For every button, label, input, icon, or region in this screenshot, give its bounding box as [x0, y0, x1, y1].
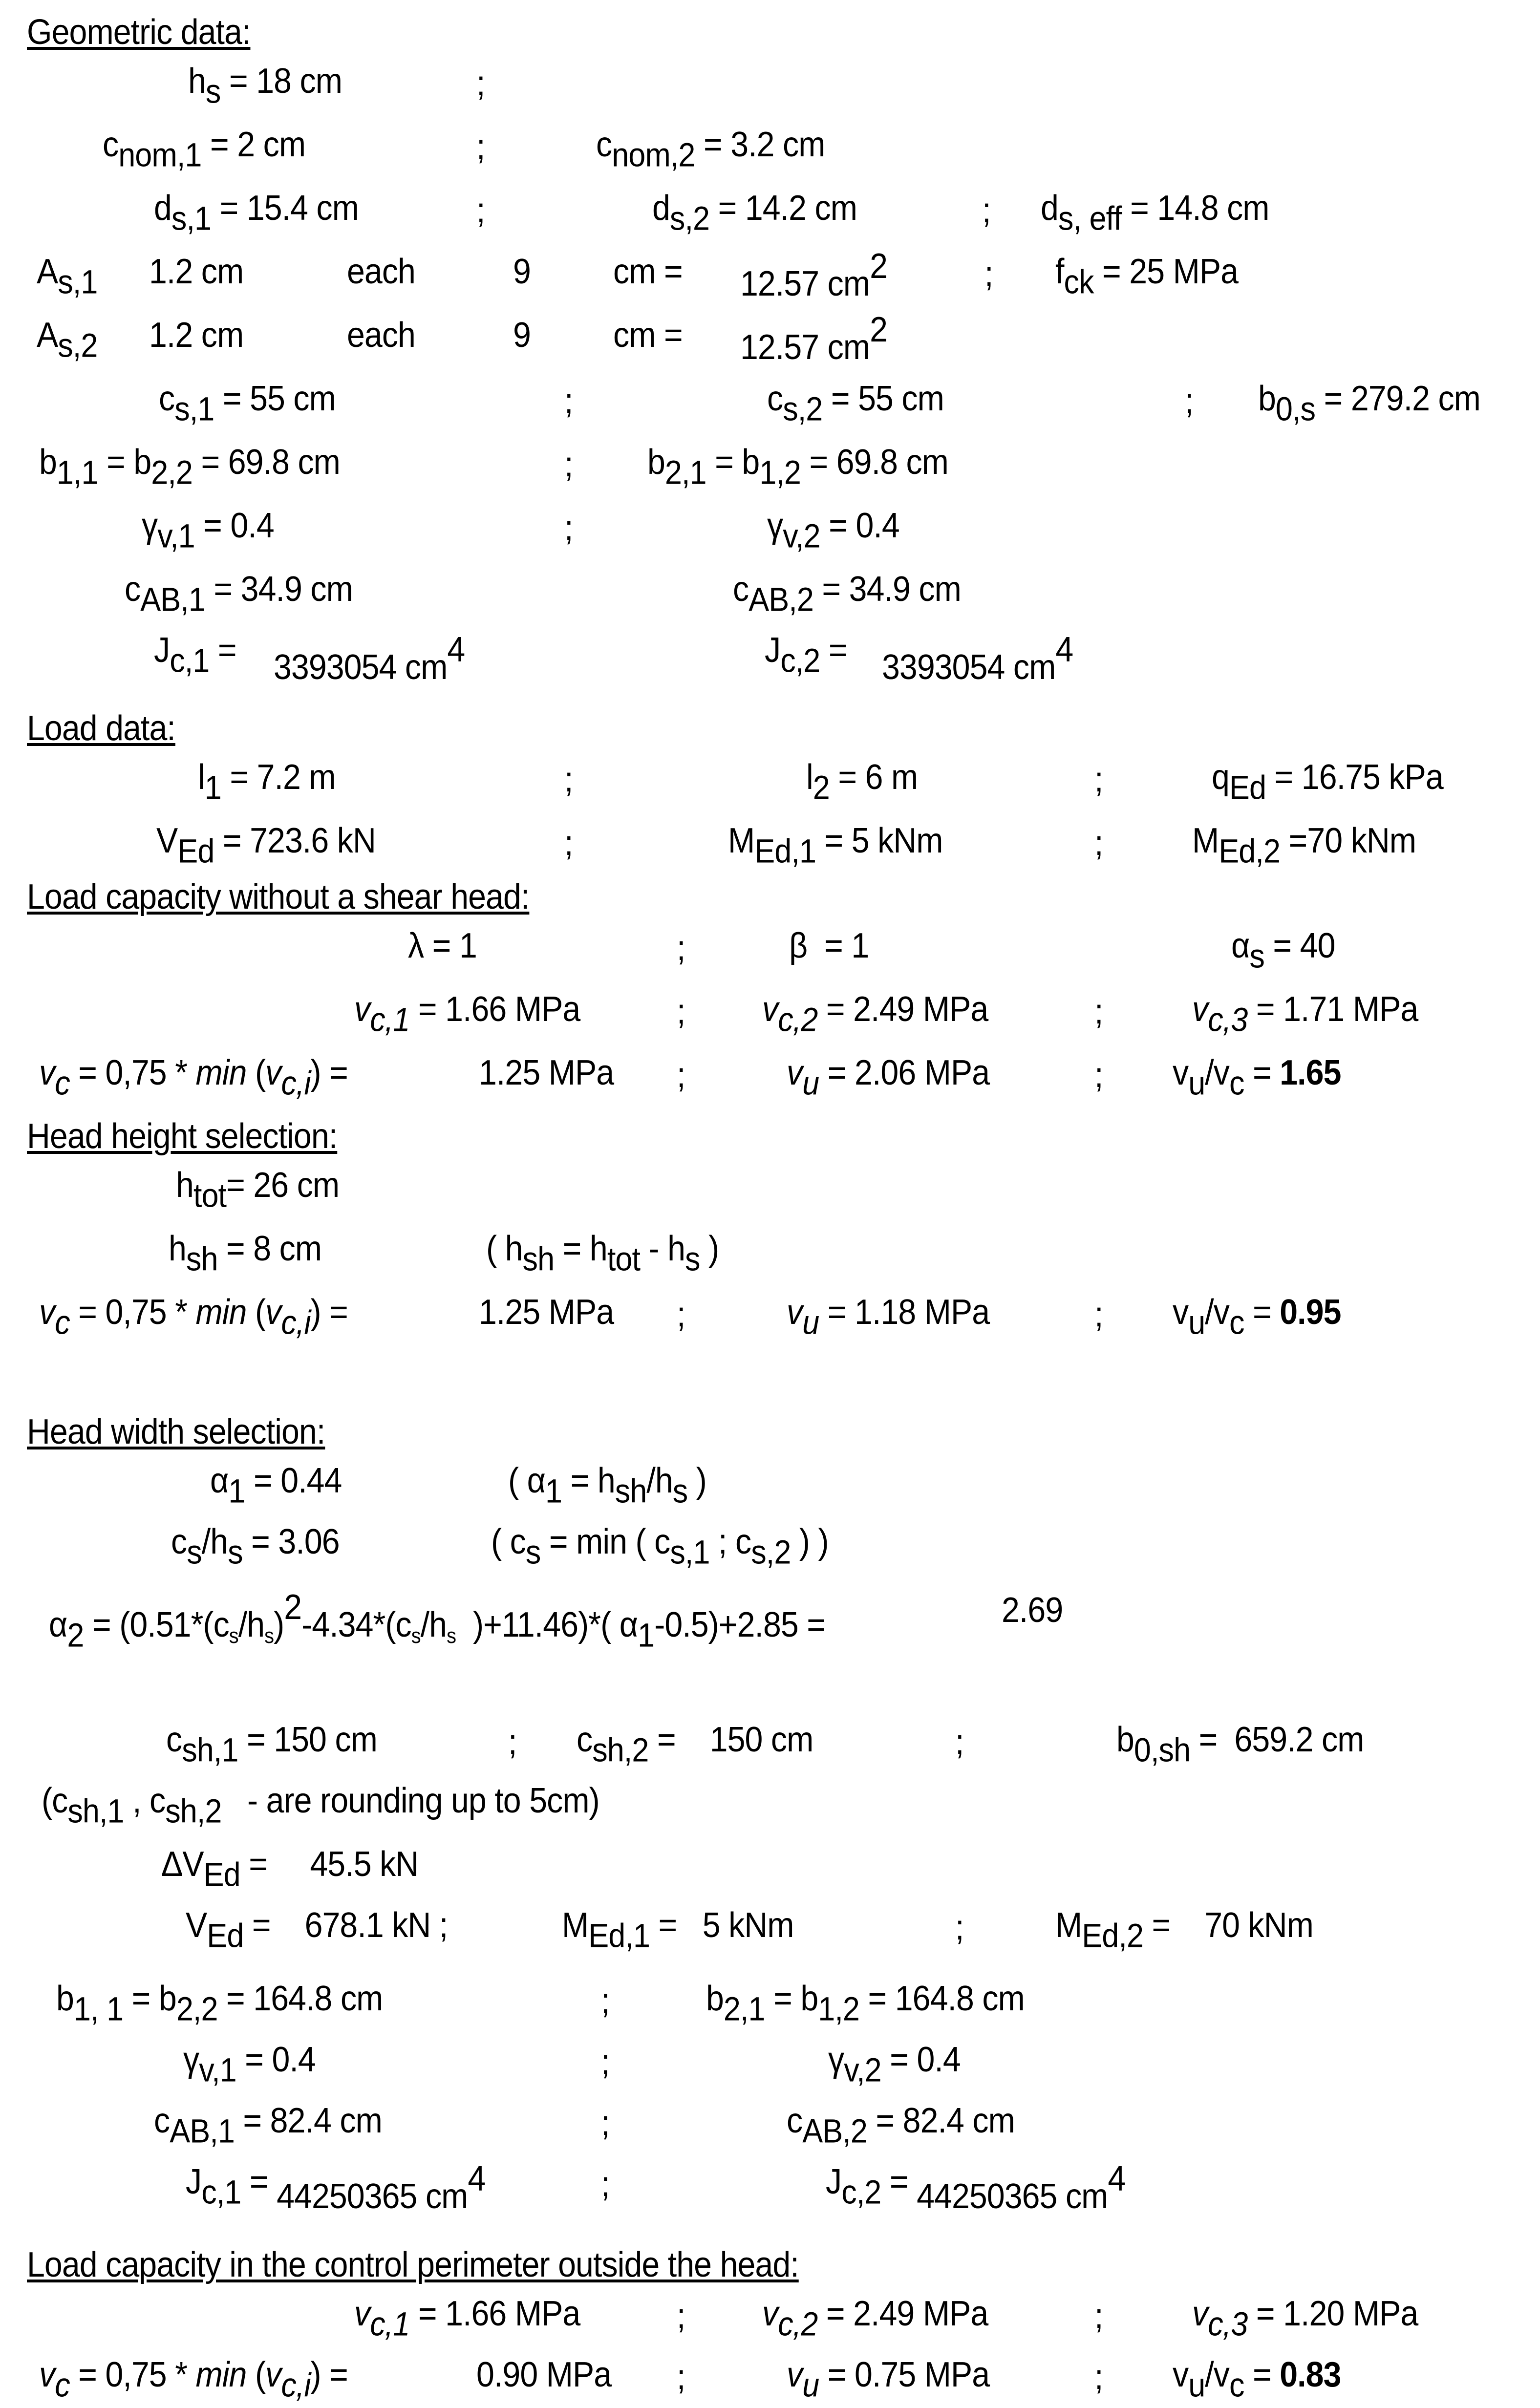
qed-row: $q_{Ed} = 16.75$ kPa: [1212, 758, 1443, 807]
ved2-row: $V_{Ed}$ = 678.1 kN ;: [186, 1906, 448, 1955]
cab1-row: $c_{AB,1} = 34.9$ cm: [125, 570, 353, 618]
vc1-3-row: $v_{c,1} = 1.66$ MPa: [354, 2294, 580, 2343]
separator: ;: [677, 1056, 685, 1095]
as1-area-value: 12.57 cm: [740, 264, 870, 303]
section-head-width-heading: Head width selection:: [27, 1412, 325, 1451]
med1-value: 5 kNm: [851, 821, 943, 860]
jc2-2-row: $J_{c,2} = 44250365$ $cm^4$: [826, 2159, 1126, 2216]
vc-value: 1.25 MPa: [479, 1053, 614, 1092]
separator: ;: [601, 2043, 610, 2082]
b0sh-value: 659.2 cm: [1234, 1720, 1364, 1759]
ds1-value: 15.4 cm: [246, 189, 359, 228]
cab2-value: 34.9 cm: [849, 570, 961, 609]
cs-note: ( $c_s = \min$ ( $c_{s,1}$ ; $c_{s,2}$ ) ): [491, 1522, 829, 1571]
alpha1-note: ( $\alpha_1 = h_{sh}/h_s$ ): [508, 1461, 706, 1510]
vu-row-2: $v_u = 1.18$ MPa: [787, 1293, 990, 1342]
b11-2-value: 164.8 cm: [253, 1979, 383, 2018]
jc1-row: $J_{c,1}$ =: [154, 631, 236, 680]
l2-row: $l_2 = 6$ m: [806, 758, 918, 807]
fck-row: $f_{ck} = 25$ MPa: [1055, 252, 1239, 301]
section-geometric-heading: Geometric data:: [27, 13, 251, 52]
as1-row: $A_{s,1}$: [37, 252, 98, 301]
cs-hs-row: $c_s/h_s = 3.06$: [171, 1522, 340, 1571]
gv2-2-value: 0.4: [917, 2040, 961, 2079]
hsh-row: $h_{sh} = 8$ cm: [169, 1229, 322, 1278]
as1-bar: 1.2 cm: [149, 252, 244, 291]
lambda-row: λ = 1: [408, 926, 477, 965]
jc2-value: 3393054 cm: [882, 648, 1056, 687]
qed-value: 16.75 kPa: [1301, 758, 1443, 797]
b21-value: 69.8 cm: [836, 443, 948, 482]
l1-value: 7.2 m: [257, 758, 336, 797]
cab1-2-value: 82.4 cm: [270, 2101, 382, 2140]
as2-row: $A_{s,2}$: [37, 316, 98, 364]
vc3-3-value: 1.20 MPa: [1283, 2294, 1418, 2333]
ratio-row-2: $v_u/v_c = 0.95$: [1173, 1293, 1341, 1342]
cab2-row: $c_{AB,2} = 34.9$ cm: [733, 570, 961, 618]
alpha-s-row: $\alpha_s = 40$: [1231, 926, 1335, 975]
vc3-3-row: $v_{c,3} = 1.20$ MPa: [1192, 2294, 1418, 2343]
as2-each: each: [347, 316, 415, 355]
ved2-value: 678.1 kN: [304, 1906, 431, 1945]
gv2-row: $\gamma_{v,2} = 0.4$: [767, 506, 899, 555]
separator: ;: [677, 2297, 685, 2336]
as2-unit: cm =: [613, 316, 683, 355]
gv1-value: 0.4: [230, 506, 274, 545]
section-capacity-outside-heading: Load capacity in the control perimeter outside the head:: [27, 2245, 799, 2284]
jc1-2-row: $J_{c,1} = 44250365$ $cm^4$: [186, 2159, 486, 2216]
alpha1-value: 0.44: [280, 1461, 342, 1500]
beta-row: β = 1: [789, 926, 869, 965]
jc1-2-value: 44250365 cm: [277, 2177, 468, 2216]
separator: ;: [1094, 2297, 1103, 2336]
med2-2-value: 70 kNm: [1204, 1906, 1313, 1945]
med2-value: 70 kNm: [1307, 821, 1416, 860]
vu-row: $v_u = 2.06$ MPa: [787, 1053, 990, 1102]
cnom1-value: 2 cm: [237, 125, 306, 164]
separator: ;: [1094, 1295, 1103, 1334]
cab1-value: 34.9 cm: [240, 570, 353, 609]
ratio-value-3: 0.83: [1280, 2355, 1341, 2394]
as1-unit: cm =: [613, 252, 683, 291]
as1-each: each: [347, 252, 415, 291]
as2-spacing: 9: [513, 316, 531, 355]
as2-area: 12.57 $cm^2$: [740, 310, 888, 367]
hs-row: $h_s = 18$ cm: [188, 62, 342, 110]
b0s-value: 279.2 cm: [1350, 379, 1480, 418]
jc1-value-wrap: 3393054 $cm^4$: [274, 630, 465, 687]
med1-row: $M_{Ed,1} = 5$ kNm: [728, 821, 943, 870]
alpha-s-value: 40: [1300, 926, 1335, 965]
med1-2-row: $M_{Ed,1} = 5$ kNm: [562, 1906, 794, 1955]
cs2-row: $c_{s,2} = 55$ cm: [767, 379, 944, 428]
cs2-value: 55 cm: [858, 379, 944, 418]
vc2-3-value: 2.49 MPa: [853, 2294, 988, 2333]
cab2-2-value: 82.4 cm: [902, 2101, 1015, 2140]
cs-hs-value: 3.06: [278, 1522, 340, 1561]
separator: ;: [955, 1908, 964, 1947]
section-load-heading: Load data:: [27, 709, 175, 748]
ved-value: 723.6 kN: [250, 821, 376, 860]
vc-formula-3: $v_c = 0,75 * \min (v_{c,i})$ =: [39, 2355, 348, 2404]
as1-area: 12.57 $cm^2$: [740, 247, 888, 303]
vu-value: 2.06 MPa: [855, 1053, 990, 1092]
dseff-value: 14.8 cm: [1157, 189, 1269, 228]
vc-value-3: 0.90 MPa: [476, 2355, 612, 2394]
jc2-2-value: 44250365 cm: [917, 2177, 1108, 2216]
separator: ;: [564, 509, 573, 548]
dved-row: $\Delta V_{Ed}$ = 45.5 kN: [161, 1845, 419, 1894]
cab1-2-row: $c_{AB,1} = 82.4$ cm: [154, 2101, 382, 2150]
separator: ;: [564, 824, 573, 863]
beta-value: 1: [851, 926, 869, 965]
jc2-row: $J_{c,2}$ =: [765, 631, 847, 680]
ds2-value: 14.2 cm: [745, 189, 857, 228]
separator: ;: [601, 1982, 610, 2021]
separator: ;: [601, 2165, 610, 2204]
cs1-value: 55 cm: [250, 379, 336, 418]
hsh-note: ( $h_{sh} = h_{tot} - h_s$ ): [486, 1229, 719, 1278]
hs-value: 18 cm: [256, 62, 342, 101]
separator: ;: [564, 760, 573, 799]
med2-row: $M_{Ed,2} =70$ kNm: [1192, 821, 1416, 870]
vc-formula-2: $v_c = 0,75 * \min (v_{c,i})$ =: [39, 1293, 348, 1342]
vc2-value: 2.49 MPa: [853, 990, 988, 1029]
cnom2-row: $c_{nom,2} = 3.2$ cm: [596, 125, 825, 174]
htot-row: $h_{tot}= 26$ cm: [176, 1166, 340, 1215]
gv1-2-row: $\gamma_{v,1} = 0.4$: [183, 2040, 316, 2089]
rounding-note: ($c_{sh,1}$ , $c_{sh,2}$ - are rounding up to 5cm): [42, 1781, 599, 1830]
section-capacity-no-head-heading: Load capacity without a shear head:: [27, 877, 530, 916]
gv1-row: $\gamma_{v,1} = 0.4$: [142, 506, 274, 555]
separator: ;: [1094, 1056, 1103, 1095]
cab2-2-row: $c_{AB,2} = 82.4$ cm: [787, 2101, 1015, 2150]
section-head-height-heading: Head height selection:: [27, 1117, 338, 1156]
htot-value: 26 cm: [253, 1166, 340, 1205]
vu-value-2: 1.18 MPa: [855, 1293, 990, 1332]
rounding-note-text: - are rounding up to 5cm): [247, 1781, 599, 1820]
med1-2-value: 5 kNm: [702, 1906, 794, 1945]
b0sh-row: $b_{0,sh} = 659.2$ cm: [1116, 1720, 1364, 1769]
l1-row: $l_1 = 7.2$ m: [198, 758, 336, 807]
cnom1-row: $c_{nom,1} = 2$ cm: [103, 125, 306, 174]
cnom2-value: 3.2 cm: [730, 125, 825, 164]
hsh-value: 8 cm: [253, 1229, 322, 1268]
b0s-row: $b_{0,s} = 279.2$ cm: [1258, 379, 1480, 428]
med2-2-row: $M_{Ed,2}$ = 70 kNm: [1055, 1906, 1313, 1955]
separator: ;: [955, 1723, 964, 1762]
vu-row-3: $v_u = 0.75$ MPa: [787, 2355, 990, 2404]
separator: ;: [1094, 760, 1103, 799]
separator: ;: [984, 255, 993, 294]
ratio-value: 1.65: [1280, 1053, 1341, 1092]
separator: ;: [1094, 2358, 1103, 2397]
b11-value: 69.8 cm: [228, 443, 340, 482]
gv2-2-row: $\gamma_{v,2} = 0.4$: [828, 2040, 961, 2089]
vu-value-3: 0.75 MPa: [855, 2355, 990, 2394]
ratio-value-2: 0.95: [1280, 1293, 1341, 1332]
ds2-row: $d_{s,2} = 14.2$ cm: [652, 189, 857, 237]
l2-value: 6 m: [865, 758, 918, 797]
separator: ;: [677, 2358, 685, 2397]
ratio-row: $v_u/v_c = 1.65$: [1173, 1053, 1341, 1102]
ved-row: $V_{Ed} = 723.6$ kN: [156, 821, 376, 870]
separator: ;: [476, 128, 485, 167]
b11-2-row: $b_{1, 1} = b_{2,2} = 164.8$ cm: [56, 1979, 383, 2028]
csh1-row: $c_{sh,1} = 150$ cm: [166, 1720, 377, 1769]
as1-spacing: 9: [513, 252, 531, 291]
b21-2-value: 164.8 cm: [895, 1979, 1025, 2018]
separator: ;: [564, 445, 573, 484]
separator: ;: [677, 992, 685, 1031]
gv2-value: 0.4: [856, 506, 899, 545]
fck-value: 25 MPa: [1129, 252, 1239, 291]
separator: ;: [677, 1295, 685, 1334]
ratio-row-3: $v_u/v_c = 0.83$: [1173, 2355, 1341, 2404]
jc1-value: 3393054 cm: [274, 648, 448, 687]
vc3-row: $v_{c,3} = 1.71$ MPa: [1192, 990, 1418, 1039]
lambda-value: 1: [459, 926, 477, 965]
vc1-3-value: 1.66 MPa: [445, 2294, 580, 2333]
vc-formula: $v_c = 0,75 * \min (v_{c,i})$ =: [39, 1053, 348, 1102]
vc2-3-row: $v_{c,2} = 2.49$ MPa: [762, 2294, 988, 2343]
dseff-row: $d_{s, eff} = 14.8$ cm: [1041, 189, 1269, 237]
alpha2-formula: $\alpha_2 = (0.51*(c_s/h_s)^2-4.34*(c_s/h_s$ )+11.46)*( $\alpha_1-0.5)+2.85$ =: [49, 1588, 826, 1654]
vc-value-2: 1.25 MPa: [479, 1293, 614, 1332]
as2-area-value: 12.57 cm: [740, 328, 870, 367]
separator: ;: [476, 191, 485, 230]
vc2-row: $v_{c,2} = 2.49$ MPa: [762, 990, 988, 1039]
separator: ;: [982, 191, 991, 230]
dved-value: 45.5 kN: [310, 1845, 419, 1884]
ds1-row: $d_{s,1} = 15.4$ cm: [154, 189, 359, 237]
vc1-row: $v_{c,1} = 1.66$ MPa: [354, 990, 580, 1039]
vc3-value: 1.71 MPa: [1283, 990, 1418, 1029]
csh2-value: 150 cm: [709, 1720, 813, 1759]
csh2-row: $c_{sh,2}$ = 150 cm: [577, 1720, 813, 1769]
separator: ;: [1094, 992, 1103, 1031]
b21-2-row: $b_{2,1} = b_{1,2} = 164.8$ cm: [706, 1979, 1025, 2028]
separator: ;: [508, 1723, 517, 1762]
separator: ;: [1094, 824, 1103, 863]
separator: ;: [476, 64, 485, 103]
separator: ;: [677, 929, 685, 968]
gv1-2-value: 0.4: [272, 2040, 316, 2079]
separator: ;: [601, 2104, 610, 2143]
alpha1-row: $\alpha_1 = 0.44$: [210, 1461, 342, 1510]
b11-row: $b_{1,1} = b_{2,2} = 69.8$ cm: [39, 443, 340, 491]
cs1-row: $c_{s,1} = 55$ cm: [159, 379, 336, 428]
b21-row: $b_{2,1} = b_{1,2} = 69.8$ cm: [647, 443, 948, 491]
jc2-value-wrap: 3393054 $cm^4$: [882, 630, 1073, 687]
separator: ;: [1185, 382, 1194, 421]
vc1-value: 1.66 MPa: [445, 990, 580, 1029]
separator: ;: [564, 382, 573, 421]
csh1-value: 150 cm: [274, 1720, 377, 1759]
as2-bar: 1.2 cm: [149, 316, 244, 355]
alpha2-value: 2.69: [1002, 1591, 1063, 1630]
